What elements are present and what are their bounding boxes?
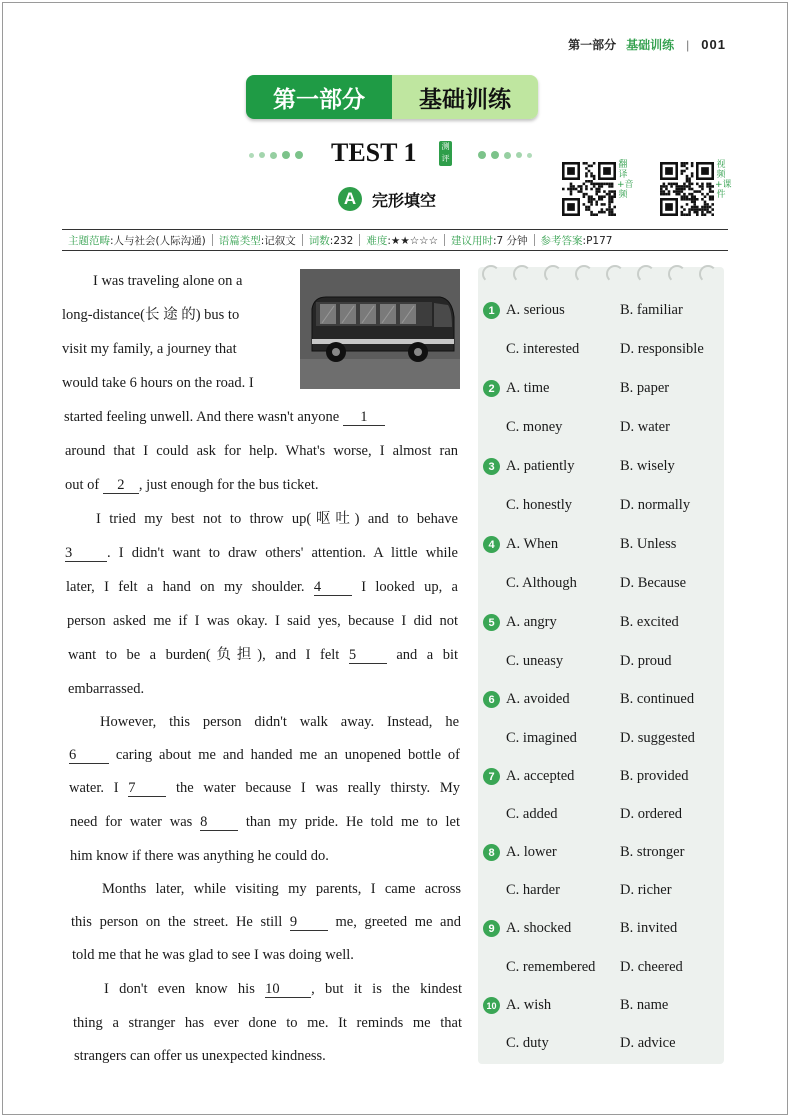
info-theme: 主题范畴:人与社会(人际沟通) — [68, 234, 206, 247]
info-genre: 语篇类型:记叙文 — [218, 234, 296, 247]
option-4-a[interactable]: A. When — [506, 536, 559, 552]
passage-line — [68, 645, 458, 665]
passage-text: would take 6 hours on the road. I — [62, 375, 254, 391]
option-7-c[interactable]: C. added — [506, 806, 558, 822]
question-number-7: 7 — [483, 768, 500, 785]
option-2-c[interactable]: C. money — [506, 419, 563, 435]
qr-label-translation: 翻译+音频 — [617, 160, 634, 200]
passage-line — [100, 712, 459, 732]
option-3-b[interactable]: B. wisely — [620, 458, 675, 474]
qr-label-video: 视频+课件 — [715, 160, 732, 200]
passage-text: and a bit — [386, 647, 459, 663]
passage-line — [102, 879, 461, 899]
passage-line — [62, 305, 239, 325]
option-2-b[interactable]: B. paper — [620, 380, 670, 396]
option-4-d[interactable]: D. Because — [620, 575, 687, 591]
option-8-c[interactable]: C. harder — [506, 882, 560, 898]
passage-line — [67, 611, 458, 631]
option-5-a[interactable]: A. angry — [506, 614, 557, 630]
test-heading — [245, 138, 545, 172]
question-number-6: 6 — [483, 691, 500, 708]
passage-text: strangers can offer us unexpected kindness. — [74, 1048, 326, 1064]
passage-text: me, greeted me and — [327, 914, 461, 930]
option-6-b[interactable]: B. continued — [620, 691, 695, 707]
question-number-3: 3 — [483, 458, 500, 475]
blank-9[interactable]: 9 — [290, 914, 328, 931]
section-badge: A — [338, 187, 362, 211]
passage-text: I don't even know his — [104, 981, 266, 997]
option-2-d[interactable]: D. water — [620, 419, 670, 435]
info-time: 建议用时:7 分钟 — [450, 234, 528, 247]
qr-code-icon[interactable] — [562, 162, 616, 216]
option-7-a[interactable]: A. accepted — [506, 768, 575, 784]
option-7-d[interactable]: D. ordered — [620, 806, 683, 822]
option-3-c[interactable]: C. honestly — [506, 497, 573, 513]
passage-text: started feeling unwell. And there wasn't anyone — [64, 409, 343, 425]
blank-1[interactable]: 1 — [343, 409, 385, 426]
decor-dots-right — [478, 151, 532, 159]
passage-text: , just enough for the bus ticket. — [138, 477, 319, 493]
option-10-a[interactable]: A. wish — [506, 997, 552, 1013]
passage-text: this person on the street. He still — [71, 914, 290, 930]
passage-text: visit my family, a journey that — [62, 341, 237, 357]
option-4-b[interactable]: B. Unless — [620, 536, 677, 552]
part-banner — [246, 75, 538, 119]
page-number: 001 — [701, 37, 726, 52]
binder-rings — [482, 265, 717, 283]
question-number-2: 2 — [483, 380, 500, 397]
header-divider: | — [686, 38, 690, 52]
passage-line — [65, 475, 318, 495]
passage-text: I tried my best not to throw up(呕吐) and to behave — [96, 511, 458, 527]
running-header — [568, 36, 726, 53]
passage-text: around that I could ask for help. What's worse, I almost ran — [65, 443, 458, 459]
info-bar — [62, 229, 728, 251]
passage-text: than my pride. He told me to let — [238, 814, 460, 830]
blank-8[interactable]: 8 — [200, 814, 238, 831]
passage-text: I looked up, a — [351, 579, 458, 595]
option-6-a[interactable]: A. avoided — [506, 691, 570, 707]
option-6-c[interactable]: C. imagined — [506, 730, 577, 746]
banner-title: 基础训练 — [392, 75, 538, 119]
info-answer: 参考答案:P177 — [540, 234, 613, 247]
section-heading — [338, 187, 436, 211]
passage-line — [68, 679, 144, 699]
option-4-c[interactable]: C. Although — [506, 575, 577, 591]
option-10-b[interactable]: B. name — [620, 997, 669, 1013]
option-8-d[interactable]: D. richer — [620, 882, 672, 898]
passage-line — [64, 407, 385, 427]
passage-text: later, I felt a hand on my shoulder. — [66, 579, 314, 595]
option-1-d[interactable]: D. responsible — [620, 341, 704, 357]
passage-line — [70, 846, 329, 866]
passage-text: , but it is the kindest — [311, 981, 462, 997]
passage-line — [96, 509, 458, 529]
blank-6[interactable]: 6 — [69, 747, 109, 764]
passage-text: person asked me if I was okay. I said yes, because I did not — [67, 613, 458, 629]
option-10-c[interactable]: C. duty — [506, 1035, 549, 1051]
option-9-d[interactable]: D. cheered — [620, 959, 683, 975]
passage-text: thing a stranger has ever done to me. It reminds me that — [73, 1015, 462, 1031]
option-5-b[interactable]: B. excited — [620, 614, 679, 630]
info-wordcount: 词数:232 — [308, 234, 354, 247]
qr-code-icon[interactable] — [660, 162, 714, 216]
passage-text: want to be a burden(负担), and I felt — [68, 647, 349, 663]
blank-3[interactable]: 3 — [65, 545, 107, 562]
passage-line — [71, 912, 461, 932]
section-title: 完形填空 — [372, 190, 437, 210]
question-number-10: 10 — [483, 997, 500, 1014]
test-tag: 测评 — [439, 141, 452, 166]
option-1-a[interactable]: A. serious — [506, 302, 565, 318]
passage-text: . I didn't want to draw others' attention. A little while — [107, 545, 458, 561]
option-5-d[interactable]: D. proud — [620, 653, 672, 669]
info-difficulty: 难度:★★☆☆☆ — [366, 234, 438, 247]
blank-7[interactable]: 7 — [128, 780, 166, 797]
passage-text: him know if there was anything he could do. — [70, 848, 329, 864]
passage-text: the water because I was really thirsty. My — [166, 780, 461, 796]
question-number-5: 5 — [483, 614, 500, 631]
passage-text: need for water was — [70, 814, 201, 830]
option-3-d[interactable]: D. normally — [620, 497, 691, 513]
passage-line — [72, 945, 354, 965]
question-number-4: 4 — [483, 536, 500, 553]
passage-line — [73, 1013, 462, 1033]
passage-text: water. I — [69, 780, 129, 796]
passage-line — [74, 1046, 326, 1066]
passage-line — [70, 812, 460, 832]
test-title: TEST 1 — [331, 138, 417, 167]
question-number-1: 1 — [483, 302, 500, 319]
passage-line — [69, 745, 460, 765]
option-1-c[interactable]: C. interested — [506, 341, 580, 357]
blank-4[interactable]: 4 — [314, 579, 352, 596]
option-7-b[interactable]: B. provided — [620, 768, 689, 784]
option-8-b[interactable]: B. stronger — [620, 844, 685, 860]
passage-text: caring about me and handed me an unopened bottle of — [109, 747, 460, 763]
passage-line — [65, 441, 458, 461]
header-section: 第一部分 — [568, 38, 617, 52]
passage-line — [62, 339, 237, 359]
option-5-c[interactable]: C. uneasy — [506, 653, 564, 669]
passage-text: However, this person didn't walk away. Instead, he — [100, 714, 459, 730]
option-9-a[interactable]: A. shocked — [506, 920, 572, 936]
header-subsection: 基础训练 — [626, 38, 675, 52]
option-9-c[interactable]: C. remembered — [506, 959, 596, 975]
question-number-8: 8 — [483, 844, 500, 861]
blank-2[interactable]: 2 — [103, 477, 139, 494]
option-8-a[interactable]: A. lower — [506, 844, 557, 860]
question-number-9: 9 — [483, 920, 500, 937]
option-3-a[interactable]: A. patiently — [506, 458, 575, 474]
passage-line — [66, 577, 458, 597]
passage-text: embarrassed. — [68, 681, 145, 697]
passage-line — [93, 271, 242, 291]
passage-text: told me that he was glad to see I was doing well. — [72, 947, 354, 963]
blank-10[interactable]: 10 — [265, 981, 311, 998]
banner-part: 第一部分 — [246, 75, 392, 119]
option-2-a[interactable]: A. time — [506, 380, 550, 396]
blank-5[interactable]: 5 — [349, 647, 387, 664]
passage-line — [104, 979, 462, 999]
decor-dots-left — [249, 151, 303, 159]
passage-line — [65, 543, 458, 563]
passage-text: Months later, while visiting my parents, I came across — [102, 881, 461, 897]
bus-photo — [300, 269, 460, 389]
passage-line — [69, 778, 460, 798]
option-9-b[interactable]: B. invited — [620, 920, 678, 936]
passage-text: out of — [65, 477, 103, 493]
passage-text: long-distance(长 途 的) bus to — [62, 307, 240, 323]
passage-text: I was traveling alone on a — [93, 273, 243, 289]
option-6-d[interactable]: D. suggested — [620, 730, 695, 746]
option-10-d[interactable]: D. advice — [620, 1035, 676, 1051]
passage-line — [62, 373, 254, 393]
option-1-b[interactable]: B. familiar — [620, 302, 683, 318]
